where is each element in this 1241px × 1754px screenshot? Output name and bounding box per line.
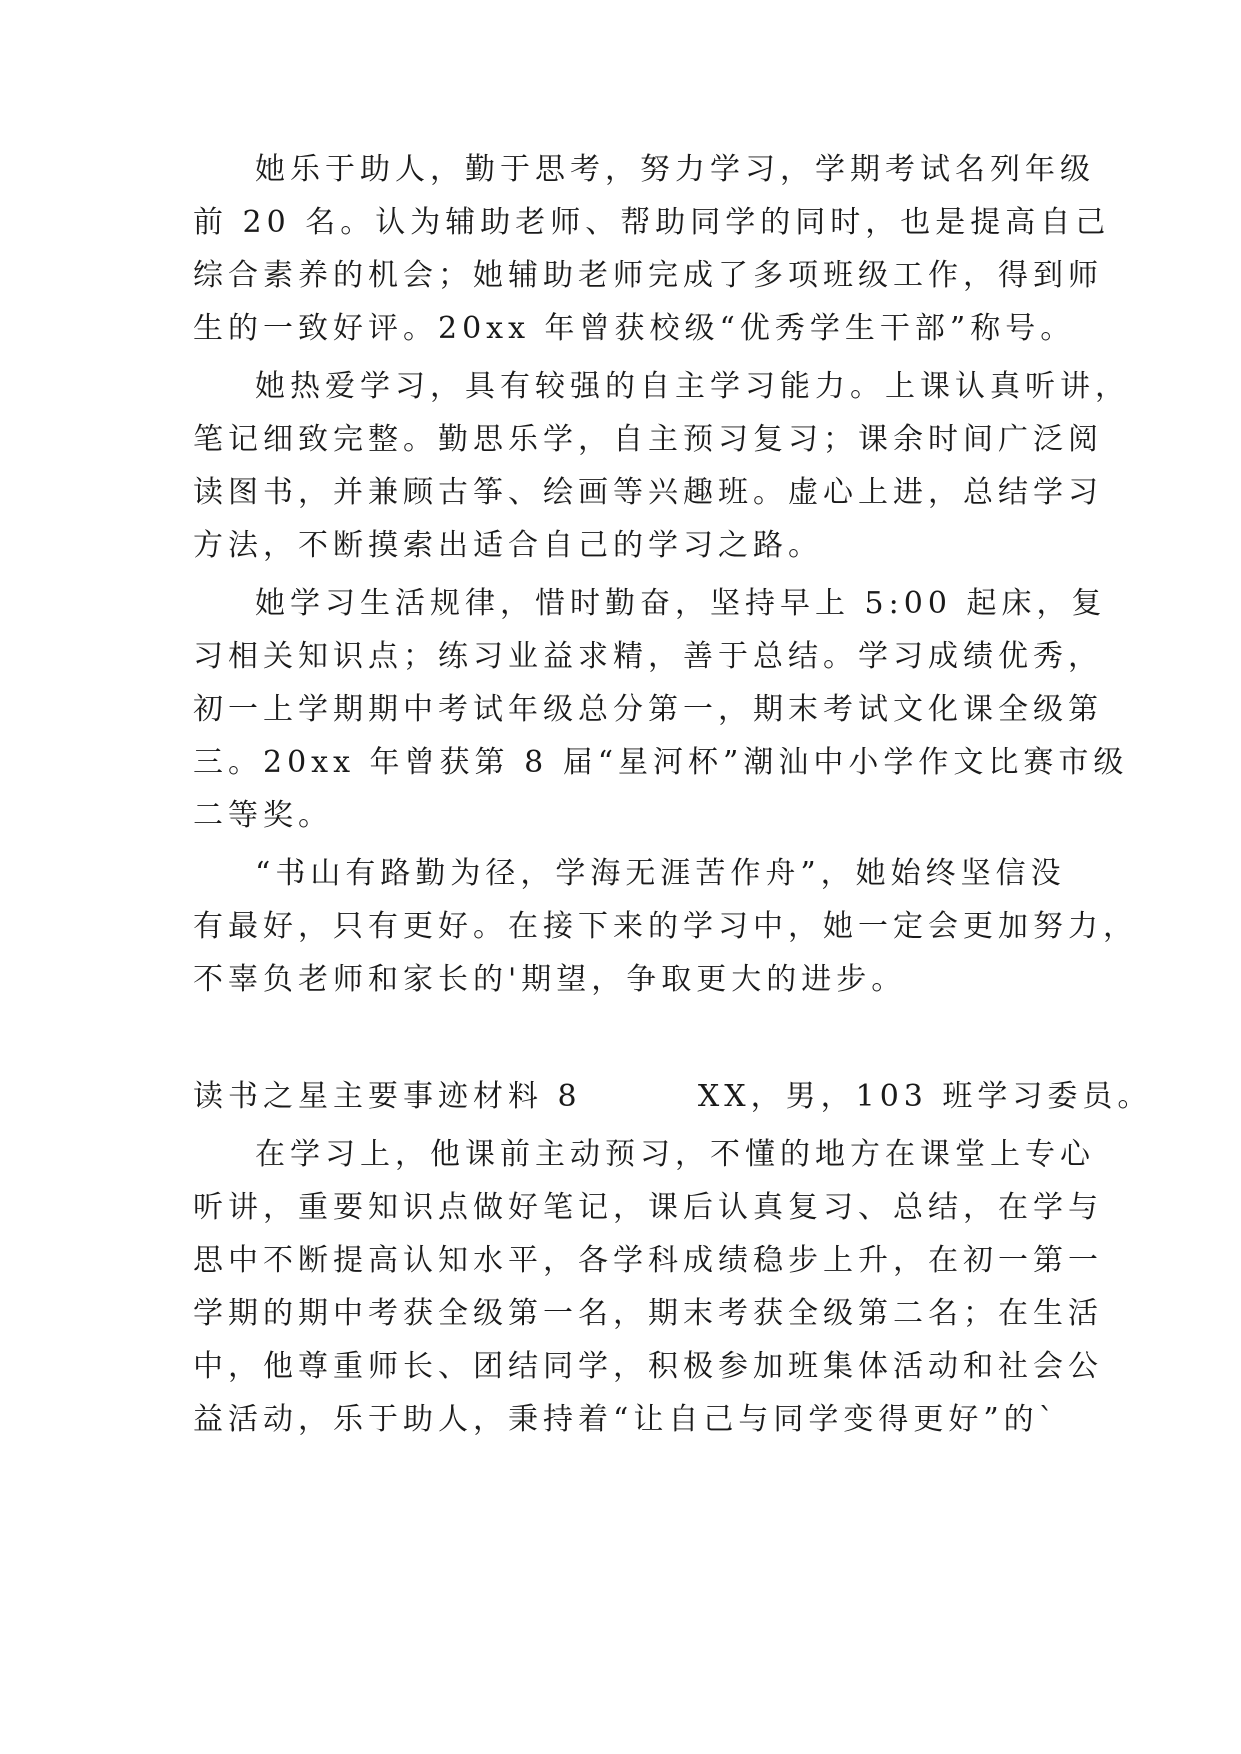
paragraph-1-line-2: 前 20 名。认为辅助老师、帮助同学的同时，也是提高自己 [193, 205, 1111, 240]
paragraph-5-line-6: 益活动，乐于助人，秉持着“让自己与同学变得更好”的` [193, 1402, 1059, 1437]
paragraph-3-line-4: 三。20xx 年曾获第 8 届“星河杯”潮汕中小学作文比赛市级 [193, 745, 1129, 780]
paragraph-2-line-1: 她热爱学习，具有较强的自主学习能力。上课认真听讲， [255, 369, 1130, 404]
paragraph-2-line-2: 笔记细致完整。勤思乐学，自主预习复习；课余时间广泛阅 [193, 422, 1103, 457]
paragraph-5-line-1: 在学习上，他课前主动预习，不懂的地方在课堂上专心 [255, 1137, 1095, 1172]
paragraph-1-line-4: 生的一致好评。20xx 年曾获校级“优秀学生干部”称号。 [193, 311, 1076, 346]
paragraph-5-line-2: 听讲，重要知识点做好笔记，课后认真复习、总结，在学与 [193, 1190, 1103, 1225]
paragraph-4-line-1: “书山有路勤为径，学海无涯苦作舟”，她始终坚信没 [255, 856, 1066, 891]
paragraph-1-line-1: 她乐于助人，勤于思考，努力学习，学期考试名列年级 [255, 152, 1095, 187]
paragraph-3-line-5: 二等奖。 [193, 798, 333, 833]
paragraph-3-line-2: 习相关知识点；练习业益求精，善于总结。学习成绩优秀， [193, 639, 1103, 674]
paragraph-5-line-4: 学期的期中考获全级第一名，期末考获全级第二名；在生活 [193, 1296, 1103, 1331]
paragraph-3-line-3: 初一上学期期中考试年级总分第一，期末考试文化课全级第 [193, 692, 1103, 727]
paragraph-5-line-3: 思中不断提高认知水平，各学科成绩稳步上升，在初一第一 [193, 1243, 1103, 1278]
paragraph-3-line-1: 她学习生活规律，惜时勤奋，坚持早上 5:00 起床，复 [255, 586, 1107, 621]
paragraph-1-line-3: 综合素养的机会；她辅助老师完成了多项班级工作，得到师 [193, 258, 1103, 293]
paragraph-4-line-2: 有最好，只有更好。在接下来的学习中，她一定会更加努力， [193, 909, 1138, 944]
paragraph-4-line-3: 不辜负老师和家长的'期望，争取更大的进步。 [193, 962, 907, 997]
paragraph-5-line-5: 中，他尊重师长、团结同学，积极参加班集体活动和社会公 [193, 1349, 1103, 1384]
paragraph-2-line-4: 方法，不断摸索出适合自己的学习之路。 [193, 528, 823, 563]
paragraph-2-line-3: 读图书，并兼顾古筝、绘画等兴趣班。虚心上进，总结学习 [193, 475, 1103, 510]
section-heading: 读书之星主要事迹材料 8 XX，男，103 班学习委员。 [193, 1079, 1153, 1114]
